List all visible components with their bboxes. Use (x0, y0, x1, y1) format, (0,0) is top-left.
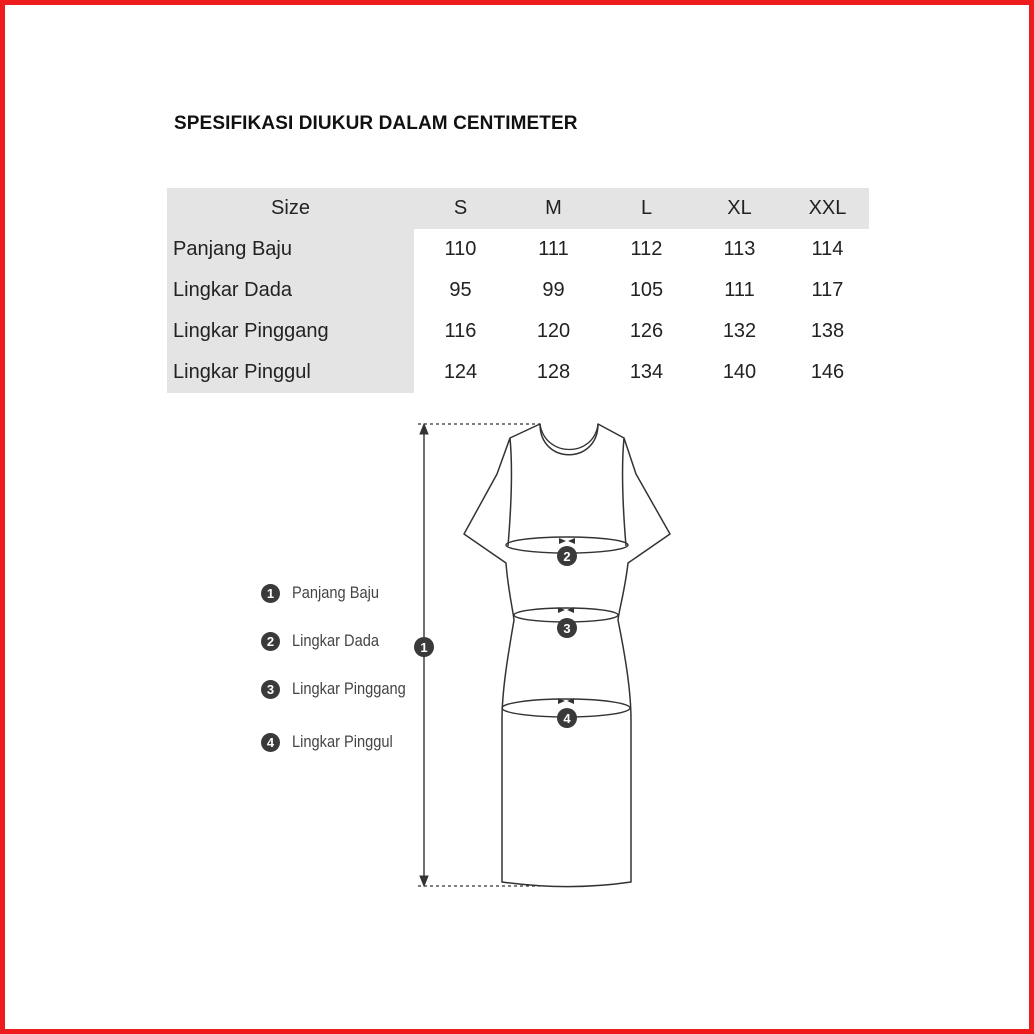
table-cell: 113 (723, 238, 756, 260)
legend-item (261, 679, 424, 699)
table-cell: 126 (629, 320, 664, 342)
row-label: Lingkar Dada (167, 270, 414, 311)
waist-marker-number: 3 (563, 621, 571, 636)
table-cell: 105 (629, 279, 664, 301)
chest-marker-number: 2 (563, 549, 571, 564)
hip-marker-number: 4 (563, 711, 571, 726)
chest-marker (557, 546, 577, 566)
table-cell: 111 (724, 279, 755, 301)
legend-item (261, 583, 393, 603)
row-label: Panjang Baju (167, 229, 414, 270)
table-cell: 95 (449, 279, 472, 301)
row-label: Lingkar Pinggang (167, 311, 414, 352)
length-guide (418, 424, 540, 886)
table-cell: 110 (444, 238, 477, 260)
header-cell: XXL (786, 188, 869, 229)
dress-outline (464, 424, 670, 887)
hip-marker (557, 708, 577, 728)
header-cell: M (507, 188, 600, 229)
header-cell: XL (693, 188, 786, 229)
legend-label: Lingkar Pinggang (292, 679, 406, 698)
table-cell: 124 (443, 361, 478, 383)
table-cell: 111 (538, 238, 569, 260)
waist-marker (557, 618, 577, 638)
legend-item (261, 732, 409, 752)
legend-number-badge: 4 (261, 733, 280, 752)
table-cell: 116 (444, 320, 477, 342)
legend-label: Lingkar Pinggul (292, 732, 393, 751)
legend-item (261, 631, 393, 651)
header-cell: S (414, 188, 507, 229)
length-marker (414, 637, 434, 657)
table-cell: 112 (630, 238, 663, 260)
legend-number-badge: 1 (261, 584, 280, 603)
row-label: Lingkar Pinggul (167, 352, 414, 393)
page-title: SPESIFIKASI DIUKUR DALAM CENTIMETER (174, 113, 578, 134)
table-cell: 99 (542, 279, 565, 301)
table-cell: 120 (536, 320, 571, 342)
table-cell: 117 (811, 279, 844, 301)
legend-label: Panjang Baju (292, 583, 379, 602)
legend-number-badge: 2 (261, 632, 280, 651)
table-cell: 138 (810, 320, 845, 342)
length-marker-number: 1 (420, 640, 428, 655)
table-cell: 132 (722, 320, 757, 342)
table-cell: 114 (811, 238, 844, 260)
table-cell: 140 (722, 361, 757, 383)
legend-label: Lingkar Dada (292, 631, 379, 650)
table-cell: 146 (810, 361, 845, 383)
header-cell: L (600, 188, 693, 229)
header-cell: Size (167, 188, 414, 229)
legend-number-badge: 3 (261, 680, 280, 699)
table-cell: 128 (536, 361, 571, 383)
table-cell: 134 (629, 361, 664, 383)
